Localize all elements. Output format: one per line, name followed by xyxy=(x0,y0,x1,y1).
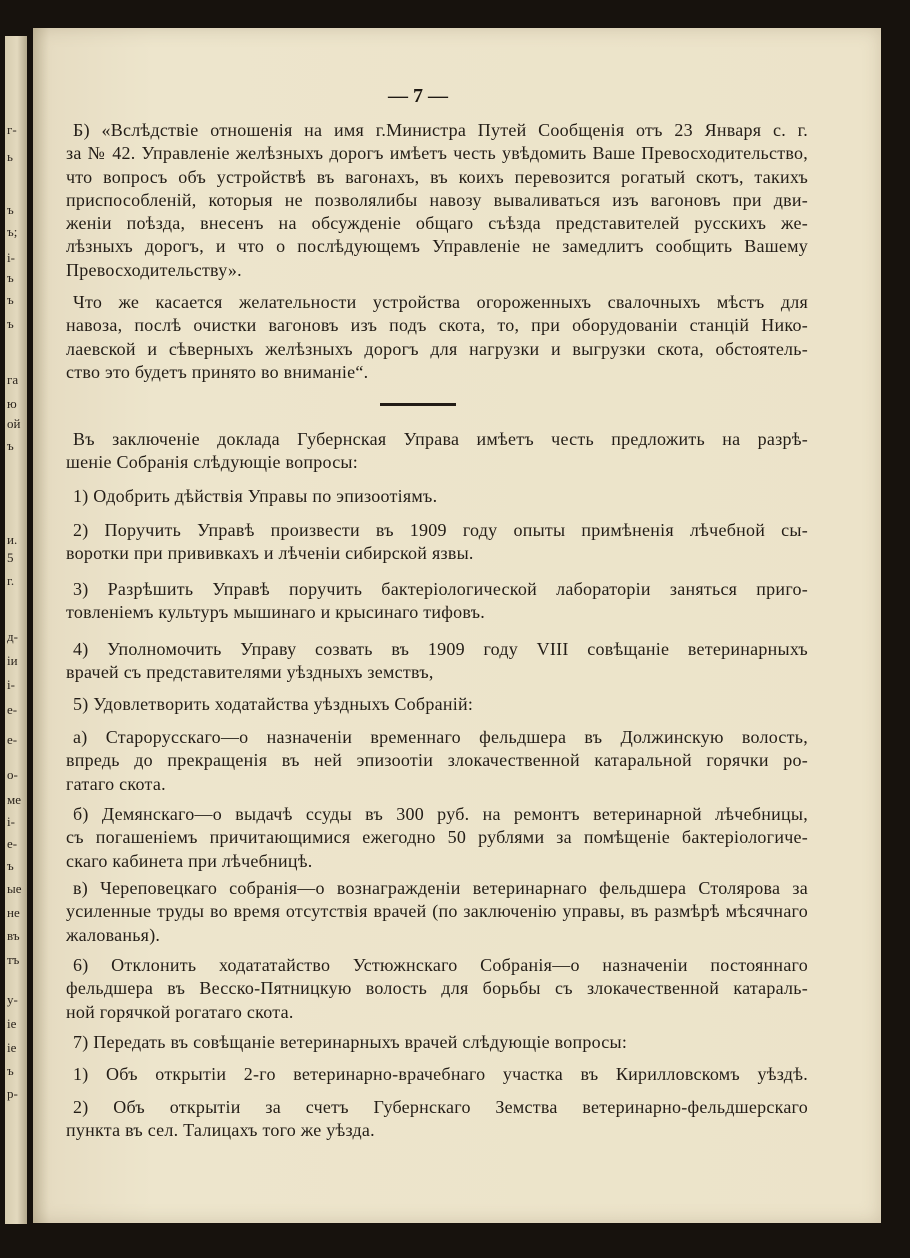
text-line: воротки при прививкахъ и лѣченіи сибирской язвы. xyxy=(66,543,474,564)
margin-fragment: ъ xyxy=(7,1063,14,1078)
margin-fragment: е- xyxy=(7,732,18,747)
margin-fragment: іе xyxy=(7,1040,17,1055)
text-line: 3) Разрѣшить Управѣ поручить бактеріологической лабораторіи заняться приго- xyxy=(73,579,808,599)
text-line: б) Демянскаго—о выдачѣ ссуды въ 300 руб. на ремонтъ ветеринарной лѣчебницы, xyxy=(73,804,808,824)
proposal-item-5a xyxy=(66,726,808,796)
page-number: — 7 — xyxy=(388,85,448,107)
proposal-item-4 xyxy=(66,638,808,685)
margin-fragment: га xyxy=(7,372,19,387)
proposal-item-5b xyxy=(66,803,808,873)
margin-fragment: і- xyxy=(7,250,15,265)
text-line: 7) Передать въ совѣщаніе ветеринарныхъ врачей слѣдующіе вопросы: xyxy=(73,1032,628,1052)
margin-fragment: тъ xyxy=(7,952,20,967)
text-line: 5) Удовлетворить ходатайства уѣздныхъ Собраній: xyxy=(73,694,474,714)
proposal-item-2 xyxy=(66,519,808,566)
text-line: врачей съ представителями уѣздныхъ земствъ, xyxy=(66,662,434,683)
text-line: женіи поѣзда, внесенъ на обсужденіе общаго съѣзда представителей русскихъ же- xyxy=(66,213,808,234)
margin-fragment: р- xyxy=(7,1086,18,1101)
text-line: Что же касается желательности устройства огороженныхъ свалочныхъ мѣстъ для xyxy=(73,292,808,312)
text-line: лѣзныхъ дорогъ, и что о послѣдующемъ Управленіе не замедлитъ сообщить Вашему xyxy=(66,236,808,257)
text-line: жалованья). xyxy=(66,924,161,945)
paragraph-railway-reply-quote xyxy=(66,119,808,282)
text-line: гатаго скота. xyxy=(66,773,166,794)
margin-fragment: д- xyxy=(7,629,18,644)
text-line: шеніе Собранія слѣдующіе вопросы: xyxy=(66,452,359,473)
margin-fragment: ъ xyxy=(7,438,14,453)
paragraph-cattle-yards xyxy=(66,291,808,384)
text-line: что вопросъ объ устройствѣ въ вагонахъ, въ коихъ перевозится рогатый скотъ, такихъ xyxy=(66,166,808,187)
margin-fragment: і- xyxy=(7,814,15,829)
text-line: 4) Уполномочить Управу созвать въ 1909 году VIII совѣщаніе ветеринарныхъ xyxy=(73,639,808,659)
margin-fragment: ь xyxy=(7,149,13,164)
text-line: товленіемъ культуръ мышинаго и крысинаго тифовъ. xyxy=(66,602,486,623)
proposal-item-5 xyxy=(66,693,808,716)
proposal-item-3 xyxy=(66,578,808,625)
margin-fragment: ъ xyxy=(7,316,14,331)
margin-fragment: и. xyxy=(7,532,18,547)
proposal-item-1 xyxy=(66,485,808,508)
previous-page-edge xyxy=(5,36,27,1224)
text-line: Въ заключеніе доклада Губернская Управа имѣетъ честь предложить на разрѣ- xyxy=(73,429,808,449)
text-line: 2) Поручить Управѣ произвести въ 1909 году опыты примѣненія лѣчебной сы- xyxy=(73,520,808,540)
proposal-item-7 xyxy=(66,1031,808,1054)
text-line: приспособленій, которыя не позволялибы навозу вываливаться изъ вагоновъ при дви- xyxy=(66,189,808,210)
text-line: впредь до прекращенія въ ней эпизоотіи злокачественной катаральной горячки ро- xyxy=(66,750,808,771)
margin-fragment: е- xyxy=(7,836,18,851)
margin-fragment: у- xyxy=(7,992,18,1007)
margin-fragment: ъ xyxy=(7,858,14,873)
margin-fragment: ъ xyxy=(7,202,14,217)
text-line: Превосходительству». xyxy=(66,259,242,280)
document-page xyxy=(33,28,881,1223)
text-line: за № 42. Управленіе желѣзныхъ дорогъ имѣетъ честь увѣдомить Ваше Превосходительство, xyxy=(66,143,808,164)
margin-fragment: ю xyxy=(7,396,17,411)
margin-fragment: іи xyxy=(7,653,18,668)
text-line: ство это будетъ принято во вниманіе“. xyxy=(66,361,369,382)
proposal-item-5v xyxy=(66,877,808,947)
margin-fragment: о- xyxy=(7,767,18,782)
text-line: пункта въ сел. Талицахъ того же уѣзда. xyxy=(66,1120,375,1141)
margin-fragment: ой xyxy=(7,416,21,431)
text-line: 6) Отклонить ходататайство Устюжнскаго Собранія—о назначеніи постояннаго xyxy=(73,955,808,975)
text-line: Б) «Вслѣдствіе отношенія на имя г.Министра Путей Сообщенія отъ 23 Января с. г. xyxy=(73,120,808,140)
margin-fragment: ые xyxy=(7,881,22,896)
margin-fragment: не xyxy=(7,905,20,920)
margin-fragment: въ xyxy=(7,928,20,943)
section-separator-rule xyxy=(380,403,456,406)
margin-fragment: ъ; xyxy=(7,224,18,239)
text-line: навоза, послѣ очистки вагоновъ изъ подъ скота, то, при оборудованіи станцій Нико- xyxy=(66,315,808,336)
text-line: 2) Объ открытіи за счетъ Губернскаго Земства ветеринарно-фельдшерскаго xyxy=(73,1097,808,1117)
margin-fragment: 5 xyxy=(7,550,14,565)
text-line: в) Череповецкаго собранія—о вознагражденіи ветеринарнаго фельдшера Столярова за xyxy=(73,878,808,898)
margin-fragment: ъ xyxy=(7,292,14,307)
margin-fragment: е- xyxy=(7,702,18,717)
text-line: скаго кабинета при лѣчебницѣ. xyxy=(66,850,313,871)
paragraph-conclusion-intro xyxy=(66,428,808,475)
text-line: 1) Объ открытіи 2-го ветеринарно-врачебнаго участка въ Кирилловскомъ уѣздѣ. xyxy=(73,1064,808,1084)
proposal-subitem-7-2 xyxy=(66,1096,808,1143)
margin-fragment: і- xyxy=(7,677,15,692)
text-line: фельдшера въ Весско-Пятницкую волость для борьбы съ злокачественной катараль- xyxy=(66,978,808,999)
proposal-subitem-7-1 xyxy=(66,1063,808,1086)
margin-fragment: г. xyxy=(7,573,15,588)
text-line: ной горячкой рогатаго скота. xyxy=(66,1001,294,1022)
text-line: лаевской и сѣверныхъ желѣзныхъ дорогъ для нагрузки и выгрузки скота, обстоятель- xyxy=(66,338,808,359)
margin-fragment: г- xyxy=(7,122,17,137)
text-line: усиленные труды во время отсутствія врачей (по заключенію управы, въ размѣрѣ мѣсячнаго xyxy=(66,901,808,922)
text-line: 1) Одобрить дѣйствія Управы по эпизоотіямъ. xyxy=(73,486,438,506)
text-line: съ погашеніемъ причитающимися ежегодно 50 рублями за помѣщеніе бактеріологиче- xyxy=(66,827,808,848)
proposal-item-6 xyxy=(66,954,808,1024)
margin-fragment: ъ xyxy=(7,270,14,285)
margin-fragment: ме xyxy=(7,792,21,807)
margin-fragment: іе xyxy=(7,1016,17,1031)
text-line: а) Старорусскаго—о назначеніи временнаго фельдшера въ Должинскую волость, xyxy=(73,727,808,747)
